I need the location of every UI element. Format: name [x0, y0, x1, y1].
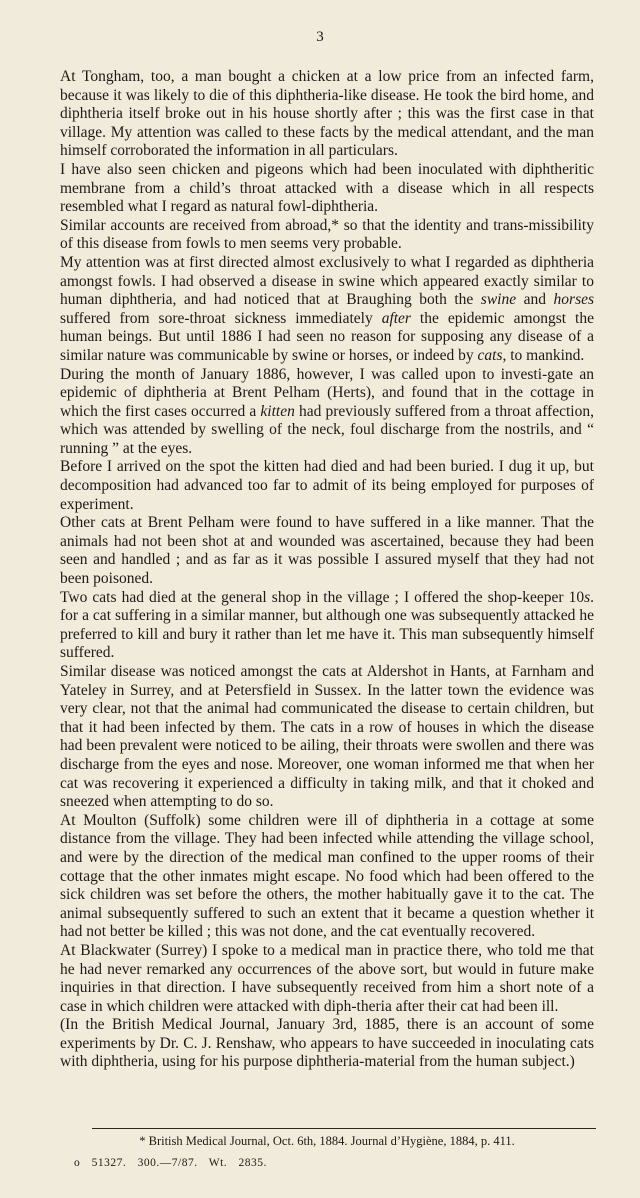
italic-text: after — [381, 309, 411, 327]
text-run: I have also seen chicken and pigeons which had been inoculated with diphtheritic membrane from a child’s throat attacked with a disease which in all respects resembled what I regard as natural fowl-diphtheria. — [60, 160, 594, 216]
paragraph-shop — [60, 589, 594, 663]
text-run: , to mankind. — [502, 346, 585, 364]
text-run: Before I arrived on the spot the kitten had died and had been buried. I dug it up, but decomposition had advanced too far to admit of its being employed for purposes of experiment. — [60, 458, 594, 513]
paragraph-aldershot — [60, 663, 594, 812]
text-run: and — [516, 291, 554, 309]
text-run: My attention was at first directed almost exclusively to what I regarded as diphtheria amongst fowls. I had observed a disease in swine which appeared exactly similar to human diphtheria, and had noticed that at Braughing both the — [60, 253, 594, 309]
footnote: * British Medical Journal, Oct. 6th, 1884. Journal d’Hygiène, 1884, p. 411. — [139, 1134, 515, 1148]
page-number: 3 — [316, 29, 324, 45]
paragraph-moulton — [60, 812, 594, 942]
paragraph-kitten-buried — [60, 458, 594, 514]
text-run: the epidemic amongst the human beings. But until 1886 I had seen no reason for supposing any disease of a similar nature was communicable by swine or horses, or indeed by — [60, 309, 594, 364]
body-text — [60, 68, 594, 1072]
italic-text: s — [584, 588, 591, 606]
paragraph-brent-pelham — [60, 366, 594, 459]
text-run: At Tongham, too, a man bought a chicken at a low price from an infected farm, because it was likely to die of this diphtheria-like disease. He took the bird home, and diphtheria itself broke out in his house shortly after ; this was the first case in that village. My attention was called to these facts by the medical attendant, and the man himself corroborated the information in all particulars. — [60, 68, 594, 160]
paragraph-bmj — [60, 1016, 594, 1072]
text-run: suffered from sore-throat sickness immediately — [60, 309, 382, 327]
paragraph-blackwater — [60, 942, 594, 1016]
text-run: (In the British Medical Journal, January 3rd, 1885, there is an account of some experiments by Dr. C. J. Renshaw, who appears to have succeeded in inoculating cats with diphtheria, using for his purpose diphtheria-material from the human subject.) — [60, 1016, 594, 1071]
paragraph-other-cats — [60, 514, 594, 588]
paragraph-abroad — [60, 217, 594, 254]
text-run: had previously suffered from a throat affection, which was attended by swelling of the neck, foul discharge from the nostrils, and “ running ” at the eyes. — [60, 402, 594, 457]
paragraph-swine — [60, 254, 594, 366]
text-run: At Moulton (Suffolk) some children were ill of diphtheria in a cottage at some distance from the village. They had been infected while attending the village school, and were by the direction of the medical man confined to the upper rooms of their cottage that the other inmates might escape. No food which had been offered to the sick children was set before the others, the mother habitually gave it to the cat. The animal subsequently suffered to such an extent that it became a question whether it had not better be killed ; this was not done, and the cat eventually recovered. — [60, 811, 594, 941]
text-run: Other cats at Brent Pelham were found to have suffered in a like manner. That the animals had not been shot at and wounded was ascertained, because they had been seen and handled ; and as far as it was possible I assured myself that they had not been poisoned. — [60, 514, 594, 588]
text-run: At Blackwater (Surrey) I spoke to a medical man in practice there, who told me that he had never remarked any occurrences of the above sort, but would in future make inquiries in that direction. I have subsequently received from him a short note of a case in which children were attacked with diph-theria after their cat had been ill. — [60, 941, 594, 1015]
text-run: . for a cat suffering in a similar manner, but although one was subsequently attacked he preferred to kill and bury it rather than let me have it. This man subsequently himself suffered. — [60, 588, 594, 662]
text-run: Similar disease was noticed amongst the cats at Aldershot in Hants, at Farnham and Yateley in Surrey, and at Petersfield in Sussex. In the latter town the evidence was very clear, not that the animal had communicated the disease to certain children, but that it had been infected by them. The cats in a row of houses in which the disease had been prevalent were noticed to be ailing, their throats were swollen and there was discharge from the eyes and nose. Moreover, one woman informed me that when her cat was recovering it experienced a difficulty in taking milk, and that it choked and sneezed when attempting to do so. — [60, 663, 594, 811]
text-run: Two cats had died at the general shop in the village ; I offered the shop-keeper 10 — [60, 588, 585, 606]
paragraph-tongham — [60, 68, 594, 161]
printer-imprint: o 51327. 300.—7/87. Wt. 2835. — [74, 1157, 267, 1169]
footnote-divider — [92, 1128, 596, 1129]
text-run: Similar accounts are received from abroad,* so that the identity and trans-missibility of this disease from fowls to men seems very probable. — [60, 216, 594, 253]
italic-text: swine — [480, 291, 517, 309]
paragraph-pigeons — [60, 161, 594, 217]
italic-text: cats — [477, 346, 503, 364]
italic-text: kitten — [260, 402, 295, 420]
text-run: During the month of January 1886, however, I was called upon to investi-gate an epidemic of diphtheria at Brent Pelham (Herts), and found that in the cottage in which the first cases occurred a — [60, 365, 594, 420]
italic-text: horses — [553, 291, 595, 309]
